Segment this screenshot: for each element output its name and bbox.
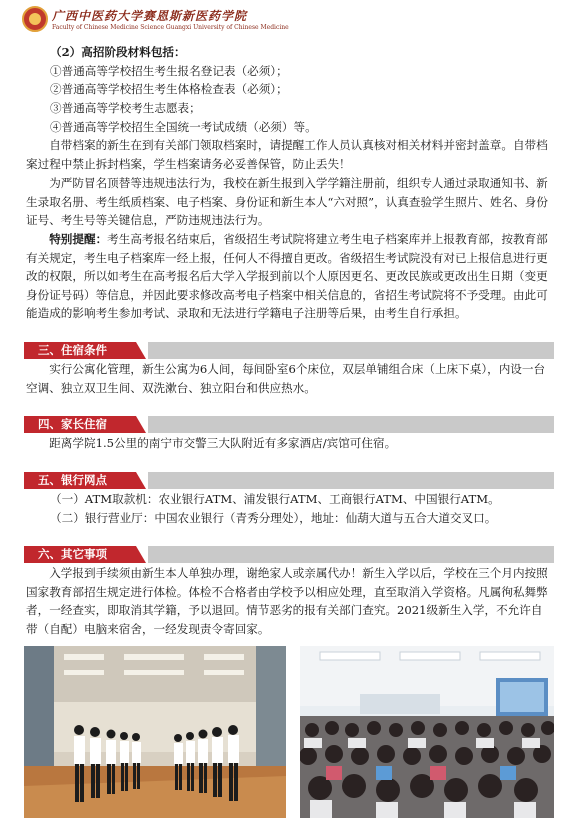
materials-heading: （2）高招阶段材料包括： <box>50 45 186 59</box>
section-header-parent-lodging: 四、家长住宿 <box>24 416 554 433</box>
accommodation-text: 实行公寓化管理，新生公寓为6人间，每间卧室6个床位，双层单铺组合床（上床下桌），内设一台空调、独立双卫生间、双洗漱台、独立阳台和供应热水。 <box>26 362 546 395</box>
photo-lecture-hall <box>300 646 554 818</box>
section-header-other: 六、其它事项 <box>24 546 554 563</box>
section-header-banks: 五、银行网点 <box>24 472 554 489</box>
bank-branch-line: （二）银行营业厅：中国农业银行（青秀分理处），地址：仙葫大道与五合大道交叉口。 <box>50 511 497 525</box>
archive-paragraph: 自带档案的新生在到有关部门领取档案时，请提醒工作人员认真核对相关材料并密封盖章。自带档案过程中禁止拆封档案，学生档案请务必妥善保管，防止丢失！ <box>26 138 548 171</box>
materials-item: ③普通高等学校考生志愿表； <box>50 101 201 115</box>
materials-item: ②普通高等学校招生考生体格检查表（必须）； <box>50 82 288 96</box>
page-header <box>0 0 568 42</box>
section-header-accommodation: 三、住宿条件 <box>24 342 554 359</box>
other-matters-text: 入学报到手续须由新生本人单独办理，谢绝家人或亲属代办！新生入学以后，学校在三个月内按照国家教育部招生规定进行体检。体检不合格者由学校予以相应处理，直至取消入学资格。凡属徇私舞弊者，一经查实，即取消其学籍，予以退回。情节恶劣的报有关部门查究。2021级新生入学，不允许自带（自配）电脑来宿舍，一经发现责令寄回家。 <box>26 566 548 636</box>
special-reminder-text: 考生高考报名结束后，省级招生考试院将建立考生电子档案库并上报教育部，按教育部有关规定，考生电子档案库一经上报，任何人不得擅自更改。省级招生考试院没有对已上报信息进行更改的权限，所以如考生在高考报名后大学入学报到前以个人原因更名、更改民族或更改出生日期（变更身份证号码）等信息，并因此要求修改高考电子档案中相关信息的，省招生考试院将不予受理。由此可能造成的影响考生参加考试、录取和无法进行学籍电子注册等后果，由考生自行承担。 <box>26 232 548 321</box>
materials-item: ④普通高等学校招生全国统一考试成绩（必须）等。 <box>50 120 317 134</box>
school-name-en: Faculty of Chinese Medicine Science Guangxi University of Chinese Medicine <box>52 24 289 31</box>
materials-item: ①普通高等学校招生考生报名登记表（必须）； <box>50 64 288 78</box>
verification-paragraph: 为严防冒名顶替等违规违法行为，我校在新生报到入学学籍注册前，组织专人通过录取通知书、新生录取名册、考生纸质档案、电子档案、身份证和新生本人“六对照”，认真查验学生照片、姓名、身份证号、考生号等关键信息，严防违规违法行为。 <box>26 176 548 228</box>
school-name: 广西中医药大学赛恩斯新医药学院 <box>52 9 248 23</box>
bank-atm-line: （一）ATM取款机：农业银行ATM、浦发银行ATM、工商银行ATM、中国银行ATM。 <box>50 492 500 506</box>
photo-students-hall <box>24 646 286 818</box>
parent-lodging-text: 距离学院1.5公里的南宁市交警三大队附近有多家酒店/宾馆可住宿。 <box>49 436 397 450</box>
special-reminder-label: 特别提醒： <box>49 232 108 246</box>
special-reminder-paragraph <box>26 230 554 323</box>
school-logo-icon <box>22 6 48 32</box>
